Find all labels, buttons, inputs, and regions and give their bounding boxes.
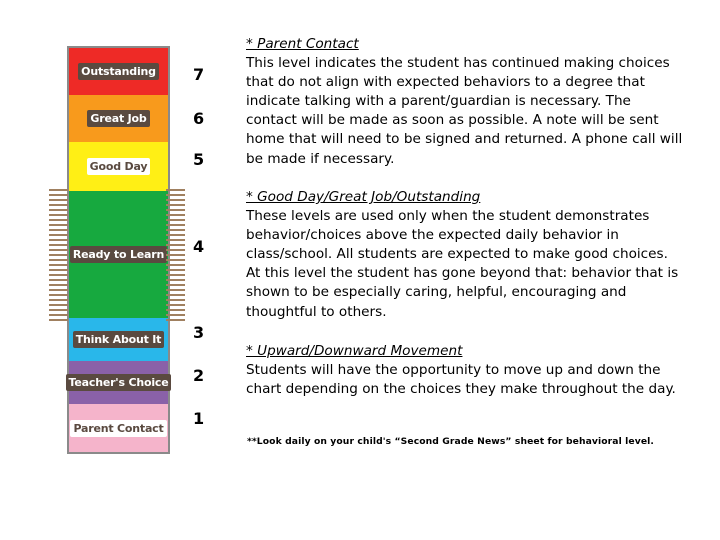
- level-ready-to-learn: [69, 191, 168, 318]
- clip-tooth: [166, 289, 185, 291]
- clip-tooth: [166, 204, 185, 206]
- clip-tooth: [166, 199, 185, 201]
- clip-tooth: [49, 219, 68, 221]
- clip-tooth: [49, 299, 68, 301]
- level-label-good-day: Good Day: [87, 158, 151, 175]
- level-number-2: 2: [193, 366, 205, 385]
- level-number-7: 7: [193, 65, 205, 84]
- clip-tooth: [166, 259, 185, 261]
- clip-tooth: [166, 239, 185, 241]
- level-number-5: 5: [193, 150, 205, 169]
- clip-tooth: [49, 309, 68, 311]
- level-label-great-job: Great Job: [87, 110, 149, 127]
- clip-tooth: [166, 274, 185, 276]
- section-upward-downward-movement: [246, 342, 686, 399]
- clip-tooth: [166, 219, 185, 221]
- clip-tooth: [166, 264, 185, 266]
- clip-tooth: [49, 199, 68, 201]
- clip-tooth: [49, 234, 68, 236]
- section-parent-contact: [246, 35, 686, 169]
- clip-tooth: [49, 254, 68, 256]
- clip-tooth: [49, 274, 68, 276]
- section-body: Students will have the opportunity to move up and down the chart depending on the choices they make throughout the day.: [246, 362, 676, 398]
- clip-teeth-right: [166, 189, 185, 321]
- clip-tooth: [49, 269, 68, 271]
- level-label-teachers-choice: Teacher's Choice: [66, 374, 172, 391]
- clip-tooth: [49, 304, 68, 306]
- clip-tooth: [49, 189, 68, 191]
- clip-tooth: [166, 244, 185, 246]
- clip-tooth: [166, 194, 185, 196]
- level-number-4: 4: [193, 237, 205, 256]
- section-good-day-great-job-outstanding: [246, 188, 686, 322]
- clip-tooth: [49, 259, 68, 261]
- clip-tooth: [49, 239, 68, 241]
- clip-tooth: [166, 309, 185, 311]
- level-label-ready-to-learn: Ready to Learn: [70, 246, 167, 263]
- clip-tooth: [166, 299, 185, 301]
- clip-tooth: [49, 244, 68, 246]
- clip-tooth: [49, 229, 68, 231]
- clip-tooth: [166, 224, 185, 226]
- clip-tooth: [49, 284, 68, 286]
- footnote: **Look daily on your child's “Second Grade News” sheet for behavioral level.: [247, 436, 654, 447]
- section-heading: * Upward/Downward Movement: [246, 343, 463, 359]
- clip-tooth: [49, 294, 68, 296]
- clip-tooth: [49, 319, 68, 321]
- clip-tooth: [166, 319, 185, 321]
- clip-tooth: [166, 229, 185, 231]
- clip-tooth: [49, 279, 68, 281]
- clip-tooth: [49, 214, 68, 216]
- section-heading: * Parent Contact: [246, 36, 359, 52]
- behavior-chart: [67, 46, 170, 454]
- clip-tooth: [49, 264, 68, 266]
- clip-tooth: [49, 204, 68, 206]
- level-think-about-it: [69, 318, 168, 361]
- clip-tooth: [166, 249, 185, 251]
- clip-tooth: [166, 269, 185, 271]
- clip-tooth: [166, 304, 185, 306]
- clip-tooth: [49, 209, 68, 211]
- section-body: This level indicates the student has continued making choices that do not align with expected behaviors to a degree that indicate talking with a parent/guardian is necessary. The contact will be made as soon as possible. A note will be sent home that will need to be signed and returned. A phone call will be made if necessary.: [246, 55, 683, 167]
- level-good-day: [69, 142, 168, 191]
- clip-tooth: [166, 254, 185, 256]
- clip-tooth: [166, 209, 185, 211]
- level-number-6: 6: [193, 109, 205, 128]
- section-heading: * Good Day/Great Job/Outstanding: [246, 189, 481, 205]
- clip-tooth: [166, 214, 185, 216]
- clip-tooth: [166, 234, 185, 236]
- level-teachers-choice: [69, 361, 168, 404]
- clip-tooth: [166, 284, 185, 286]
- clip-tooth: [49, 224, 68, 226]
- level-label-outstanding: Outstanding: [78, 63, 159, 80]
- clip-teeth-left: [49, 189, 68, 321]
- clip-tooth: [166, 294, 185, 296]
- level-great-job: [69, 95, 168, 142]
- level-parent-contact: [69, 404, 168, 452]
- clip-tooth: [49, 289, 68, 291]
- clip-tooth: [166, 189, 185, 191]
- clip-tooth: [49, 249, 68, 251]
- level-label-think-about-it: Think About It: [73, 331, 165, 348]
- level-outstanding: [69, 48, 168, 95]
- clip-tooth: [49, 194, 68, 196]
- clip-tooth: [166, 314, 185, 316]
- clip-tooth: [166, 279, 185, 281]
- level-number-3: 3: [193, 323, 205, 342]
- section-body: These levels are used only when the student demonstrates behavior/choices above the expected daily behavior in class/school. All students are expected to make good choices. At this level the student has gone beyond that: behavior that is shown to be especially caring, helpful, encouraging and thoughtful to others.: [246, 208, 679, 320]
- level-number-1: 1: [193, 409, 205, 428]
- level-label-parent-contact: Parent Contact: [70, 420, 166, 437]
- clip-tooth: [49, 314, 68, 316]
